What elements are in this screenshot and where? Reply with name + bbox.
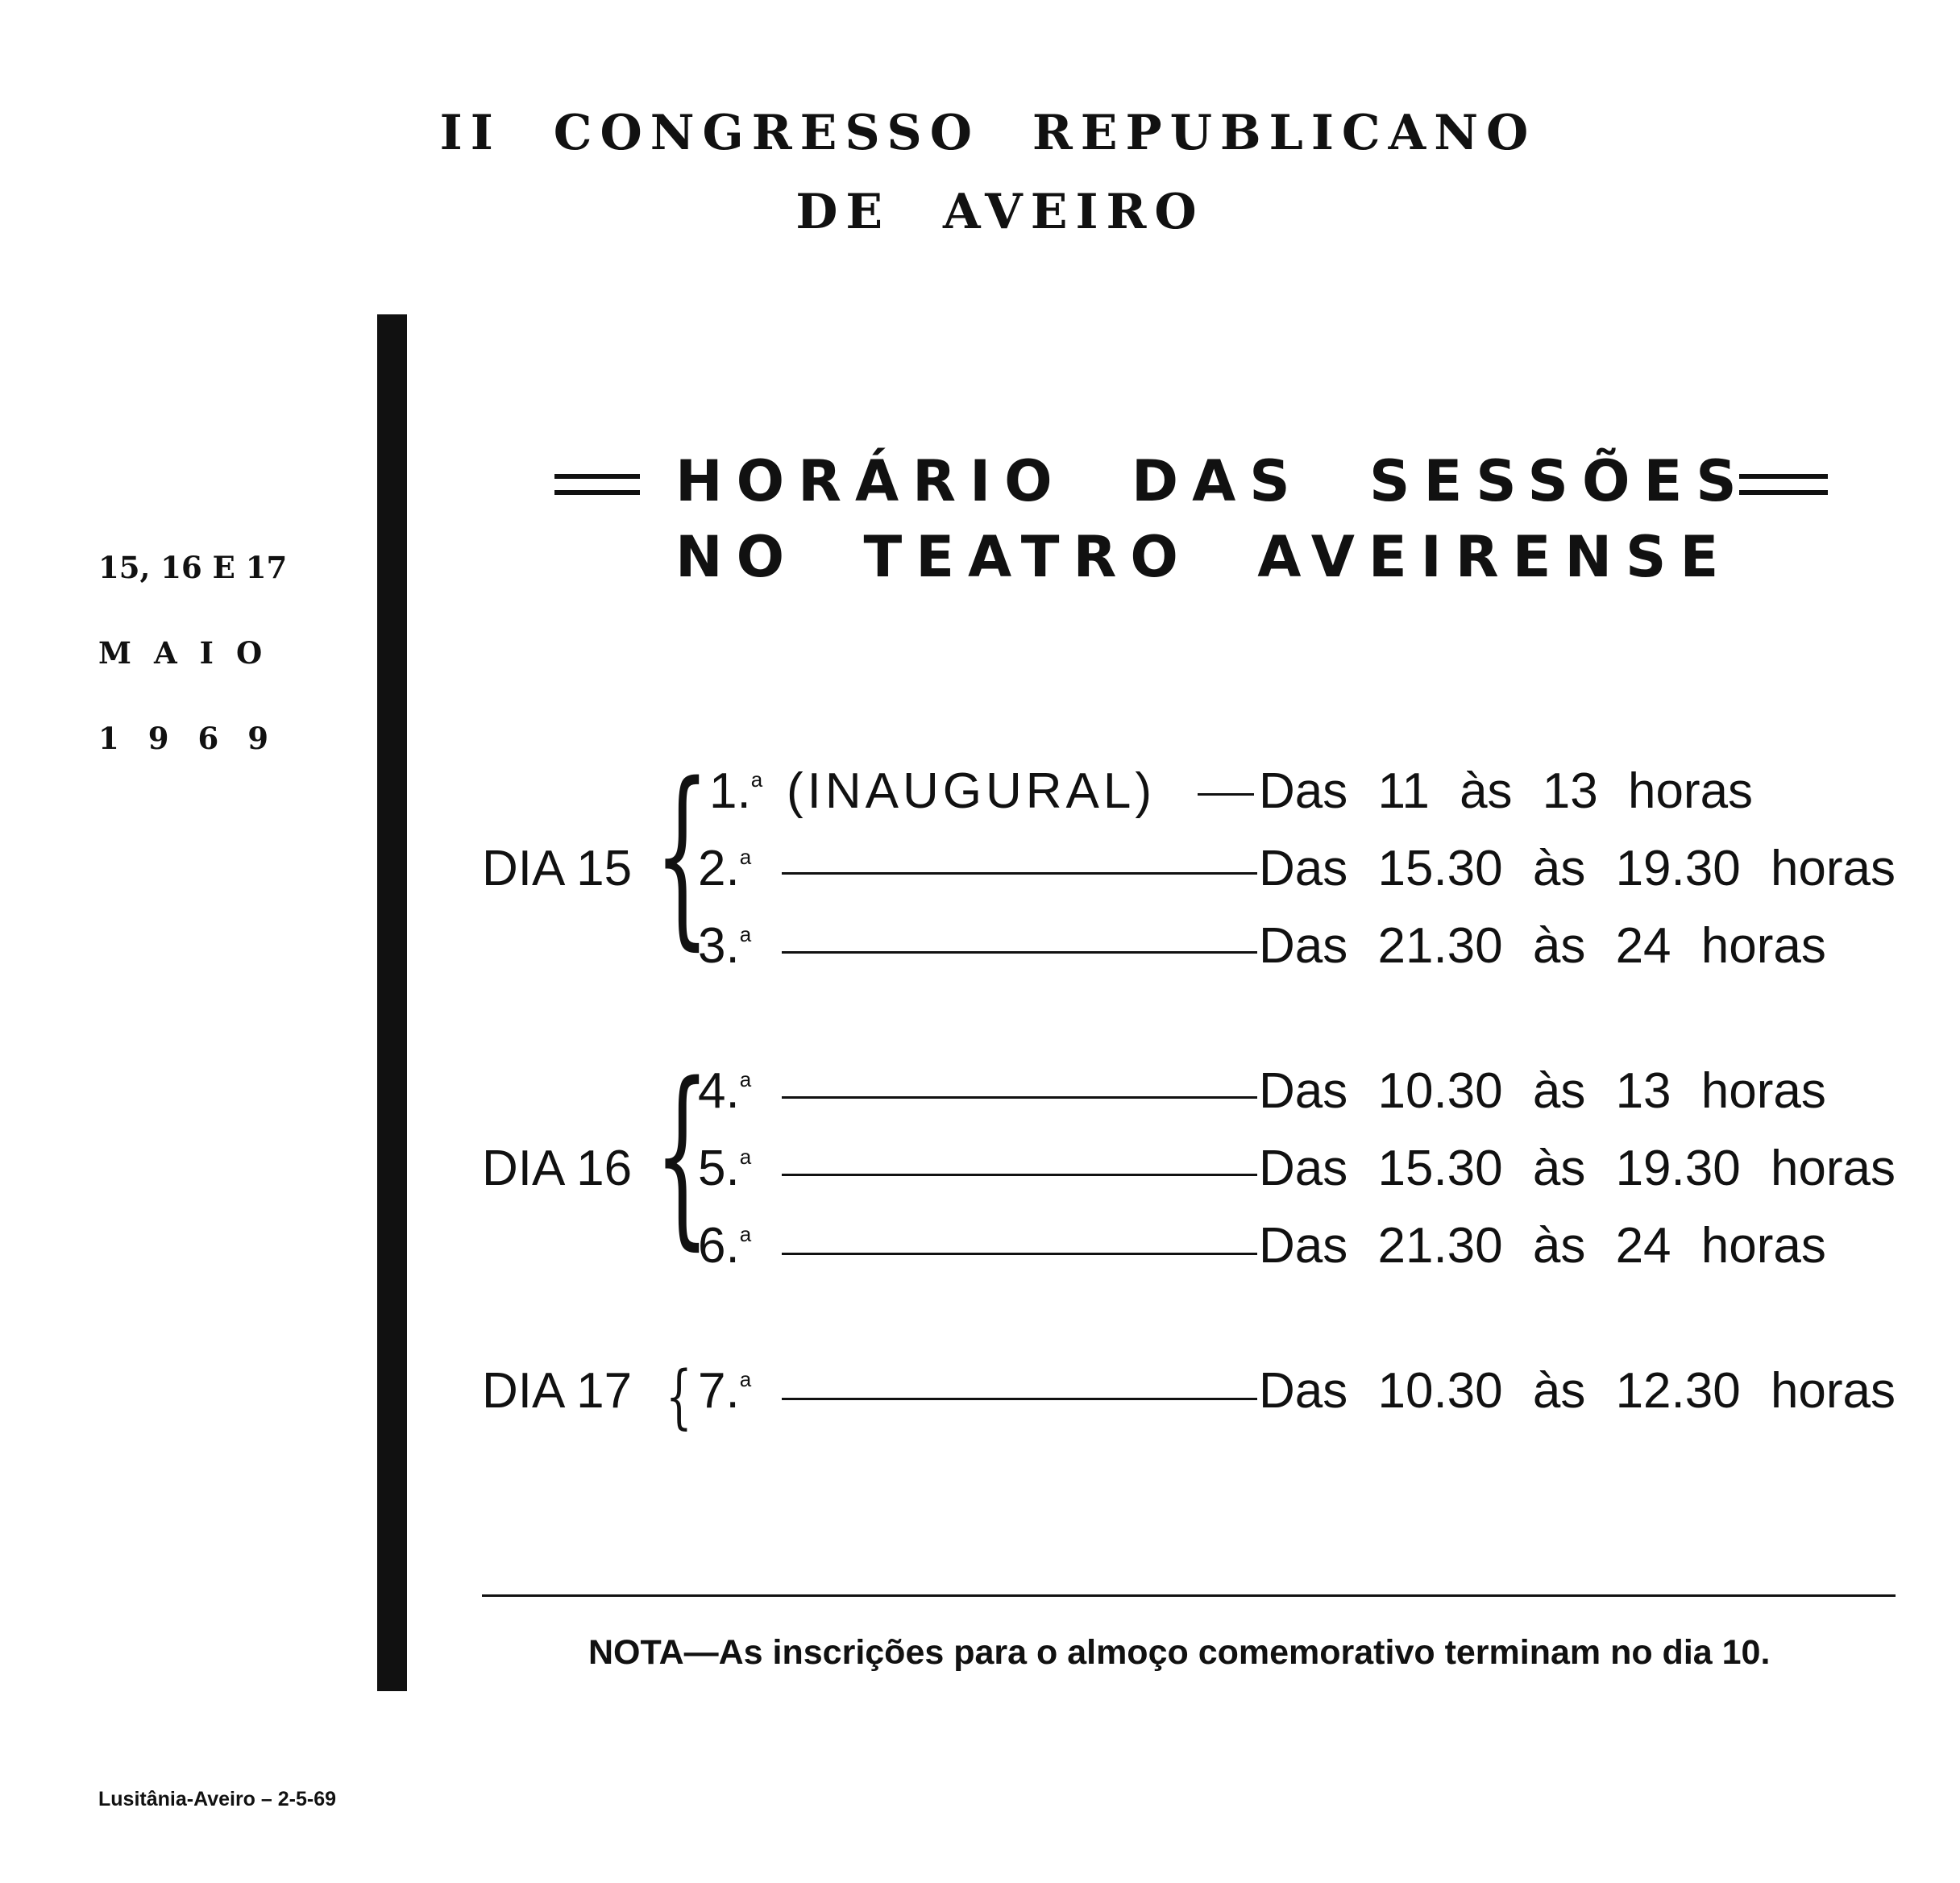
session-5-time: Das 15.30 às 19.30 horas: [1259, 1141, 1896, 1196]
day-15-brace: {: [654, 742, 710, 967]
session-1-number: 1.$^a$: [709, 763, 763, 819]
side-month: MAIO: [98, 635, 285, 671]
congress-title-line1: II CONGRESSO REPUBLICANO: [439, 105, 1537, 161]
printer-credit: Lusitânia-Aveiro – 2-5-69: [98, 1788, 337, 1810]
session-3-leader: [782, 951, 1257, 954]
schedule-heading-line1: HORÁRIO DAS SESSÕES: [675, 448, 1750, 514]
side-dates: 15, 16 E 17: [98, 550, 288, 585]
session-2-time: Das 15.30 às 19.30 horas: [1259, 841, 1896, 896]
session-2-number: 2.$^a$: [698, 841, 752, 896]
session-6-leader: [782, 1253, 1257, 1255]
congress-title-line2: DE AVEIRO: [795, 184, 1205, 240]
schedule-heading-line2: NO TEATRO AVEIRENSE: [675, 524, 1733, 590]
session-7-time: Das 10.30 às 12.30 horas: [1259, 1363, 1896, 1419]
double-rule-right: [1739, 474, 1828, 495]
session-3-number: 3.$^a$: [698, 918, 752, 974]
vertical-bar: [377, 314, 407, 1691]
session-1-leader: [1198, 793, 1254, 796]
separator-rule: [482, 1594, 1896, 1597]
day-16-label: DIA 16: [482, 1141, 633, 1196]
day-16-brace: {: [654, 1041, 710, 1267]
session-1-inaugural: (INAUGURAL): [787, 763, 1156, 819]
session-5-leader: [782, 1174, 1257, 1176]
day-17-label: DIA 17: [482, 1363, 633, 1419]
day-15-label: DIA 15: [482, 841, 633, 896]
session-2-leader: [782, 872, 1257, 875]
session-6-time: Das 21.30 às 24 horas: [1259, 1218, 1826, 1274]
session-3-time: Das 21.30 às 24 horas: [1259, 918, 1826, 974]
session-4-time: Das 10.30 às 13 horas: [1259, 1063, 1826, 1119]
nota-text: NOTA—As inscrições para o almoço comemorativo terminam no dia 10.: [588, 1633, 1771, 1672]
session-4-number: 4.$^a$: [698, 1063, 752, 1119]
side-year: 1969: [98, 721, 297, 756]
session-1-time: Das 11 às 13 horas: [1259, 763, 1754, 819]
day-17-brace: {: [666, 1357, 692, 1437]
session-5-number: 5.$^a$: [698, 1141, 752, 1196]
session-7-number: 7.$^a$: [698, 1363, 752, 1419]
session-4-leader: [782, 1096, 1257, 1099]
session-7-leader: [782, 1398, 1257, 1400]
double-rule-left: [554, 474, 640, 495]
session-6-number: 6.$^a$: [698, 1218, 752, 1274]
